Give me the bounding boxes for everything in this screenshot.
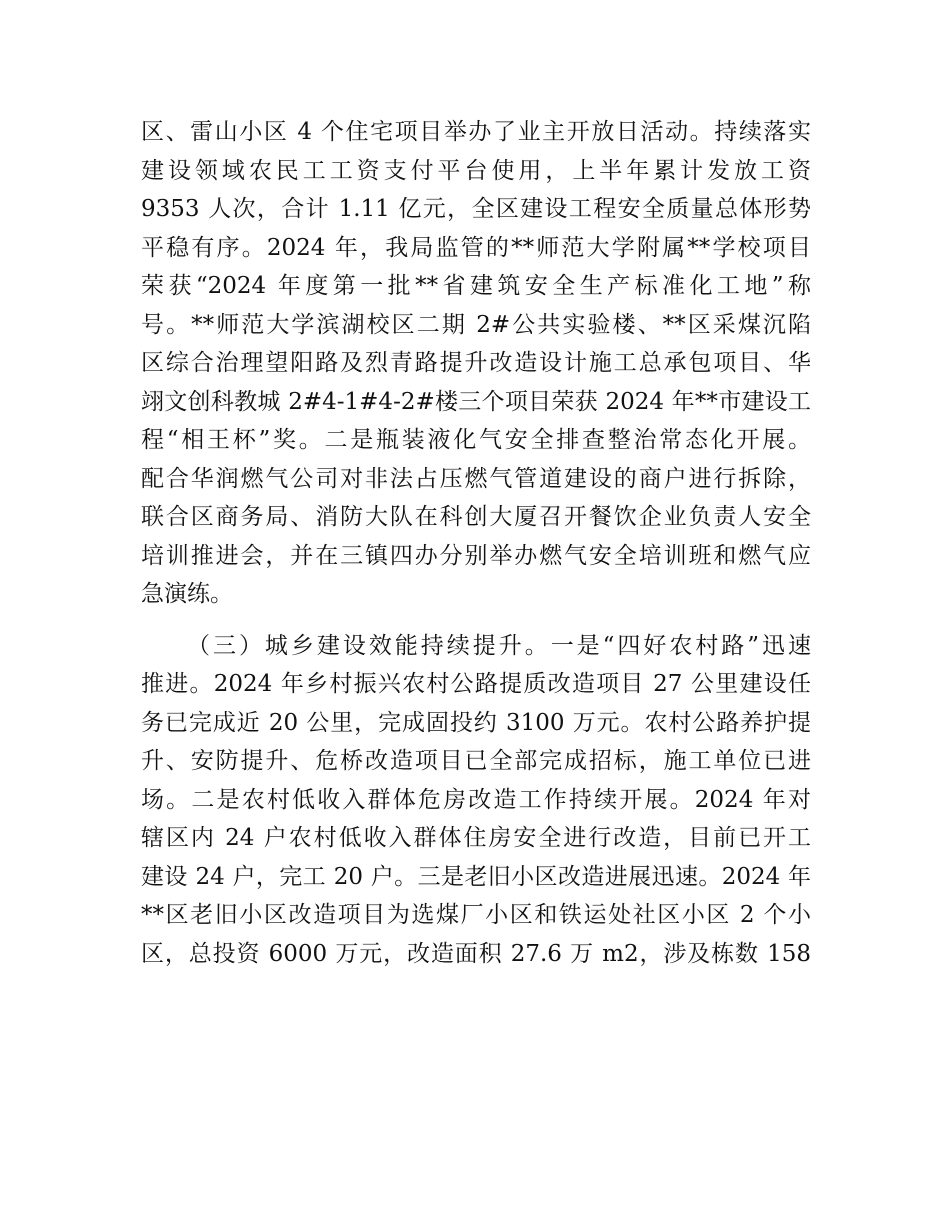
text-line: 联合区商务局、消防大队在科创大厦召开餐饮企业负责人安全 (141, 504, 811, 530)
text-line: **区老旧小区改造项目为选煤厂小区和铁运处社区小区 2 个小 (141, 902, 811, 928)
paragraph (141, 113, 811, 614)
text-line: 配合华润燃气公司对非法占压燃气管道建设的商户进行拆除， (141, 465, 811, 492)
text-line: 务已完成近 20 公里，完成固投约 3100 万元。农村公路养护提 (141, 709, 811, 736)
text-line: 升、安防提升、危桥改造项目已全部完成招标，施工单位已进 (141, 748, 811, 774)
text-line: 建设领域农民工工资支付平台使用，上半年累计发放工资 (141, 157, 811, 184)
paragraph (141, 627, 811, 974)
paragraph-spacing (141, 614, 811, 627)
text-line: 号。**师范大学滨湖校区二期 2#公共实验楼、**区采煤沉陷 (141, 311, 811, 338)
text-line: 区综合治理望阳路及烈青路提升改造设计施工总承包项目、华 (141, 350, 811, 376)
text-line: 推进。2024 年乡村振兴农村公路提质改造项目 27 公里建设任 (141, 671, 811, 697)
text-line: 培训推进会，并在三镇四办分别举办燃气安全培训班和燃气应 (141, 542, 811, 569)
text-line: 建设 24 户，完工 20 户。三是老旧小区改造进展迅速。2024 年 (141, 863, 811, 890)
document-body (141, 113, 811, 973)
text-line: 区，总投资 6000 万元，改造面积 27.6 万 m2，涉及栋数 158 (141, 940, 811, 967)
text-line: 平稳有序。2024 年，我局监管的**师范大学附属**学校项目 (141, 234, 811, 261)
text-line: 程“相王杯”奖。二是瓶装液化气安全排查整治常态化开展。 (141, 427, 811, 453)
text-line: 荣获“2024 年度第一批**省建筑安全生产标准化工地”称 (141, 273, 811, 299)
text-line: 急演练。 (141, 581, 233, 607)
text-line: 场。二是农村低收入群体危房改造工作持续开展。2024 年对 (141, 786, 811, 813)
text-line: 辖区内 24 户农村低收入群体住房安全进行改造，目前已开工 (141, 825, 811, 851)
text-line: （三）城乡建设效能持续提升。一是“四好农村路”迅速 (187, 632, 811, 659)
text-line: 区、雷山小区 4 个住宅项目举办了业主开放日活动。持续落实 (141, 119, 811, 145)
text-line: 翊文创科教城 2#4-1#4-2#楼三个项目荣获 2024 年**市建设工 (141, 388, 811, 415)
text-line: 9353 人次，合计 1.11 亿元，全区建设工程安全质量总体形势 (141, 196, 811, 222)
